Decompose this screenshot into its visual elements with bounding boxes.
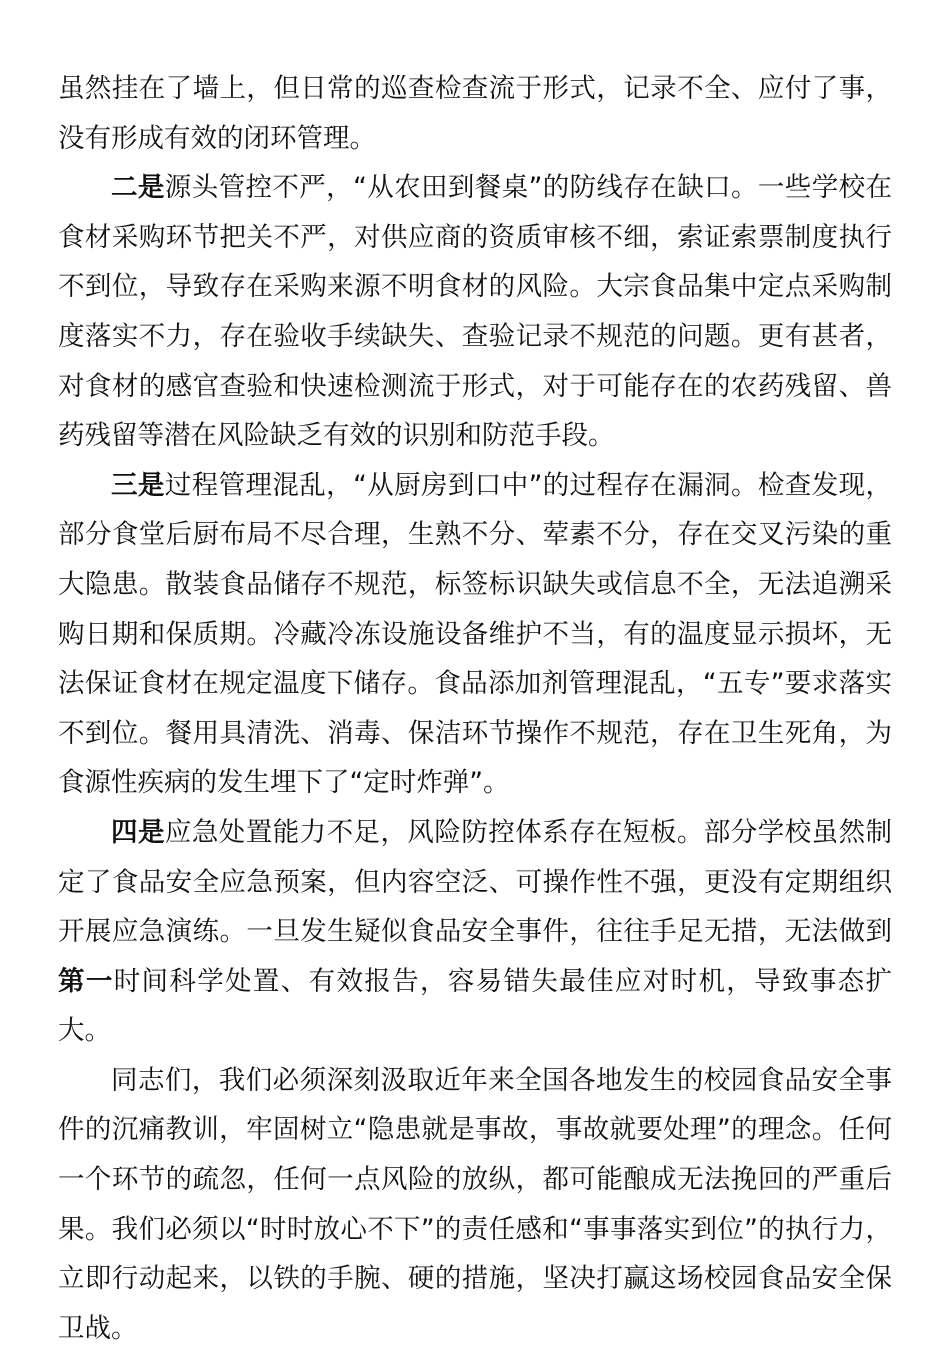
point-lead: 二是 xyxy=(111,172,165,204)
point-lead: 四是 xyxy=(111,816,165,848)
paragraph-point-four xyxy=(58,808,892,1056)
paragraph-point-three xyxy=(58,461,892,808)
paragraph-text: 应急处置能力不足，风险防控体系存在短板。部分学校虽然制定了食品安全应急预案，但内容空泛、可操作性不强，更没有定期组织开展应急演练。一旦发生疑似食品安全事件，往往手足无措，无法做到 xyxy=(58,816,893,948)
paragraph-continuation xyxy=(58,64,892,163)
document-body xyxy=(58,64,892,1353)
paragraph-text: 虽然挂在了墙上，但日常的巡查检查流于形式，记录不全、应付了事，没有形成有效的闭环管理。 xyxy=(58,73,892,154)
point-lead: 三是 xyxy=(111,469,165,501)
emphasis-text: 第一 xyxy=(58,965,114,997)
paragraph-text: 同志们，我们必须深刻汲取近年来全国各地发生的校园食品安全事件的沉痛教训，牢固树立“隐患就是事故，事故就要处理”的理念。任何一个环节的疏忽，任何一点风险的放纵，都可能酿成无法挽回的严重后果。我们必须以“时时放心不下”的责任感和“事事落实到位”的执行力，立即行动起来，以铁的手腕、硬的措施，坚决打赢这场校园食品安全保卫战。 xyxy=(58,1064,892,1344)
paragraph-point-two xyxy=(58,163,892,461)
paragraph-closing xyxy=(58,1056,892,1353)
paragraph-text: 过程管理混乱，“从厨房到口中”的过程存在漏洞。检查发现，部分食堂后厨布局不尽合理，生熟不分、荤素不分，存在交叉污染的重大隐患。散装食品储存不规范，标签标识缺失或信息不全，无法追溯采购日期和保质期。冷藏冷冻设施设备维护不当，有的温度显示损坏，无法保证食材在规定温度下储存。食品添加剂管理混乱，“五专”要求落实不到位。餐用具清洗、消毒、保洁环节操作不规范，存在卫生死角，为食源性疾病的发生埋下了“定时炸弹”。 xyxy=(58,469,892,799)
paragraph-text: 源头管控不严，“从农田到餐桌”的防线存在缺口。一些学校在食材采购环节把关不严，对供应商的资质审核不细，索证索票制度执行不到位，导致存在采购来源不明食材的风险。大宗食品集中定点采购制度落实不力，存在验收手续缺失、查验记录不规范的问题。更有甚者，对食材的感官查验和快速检测流于形式，对于可能存在的农药残留、兽药残留等潜在风险缺乏有效的识别和防范手段。 xyxy=(58,172,892,452)
paragraph-text: 时间科学处置、有效报告，容易错失最佳应对时机，导致事态扩大。 xyxy=(58,965,893,1047)
